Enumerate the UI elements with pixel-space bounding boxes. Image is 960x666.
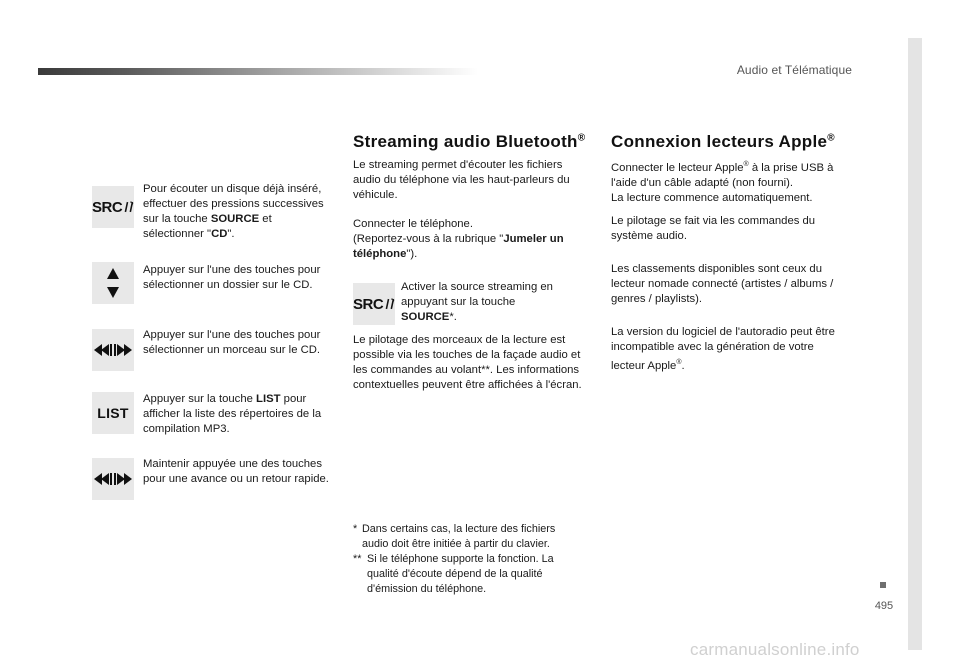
src-label: SRC (92, 198, 123, 216)
list-button-icon (92, 392, 134, 434)
footnote-2: ** Si le téléphone supporte la fonction. La qualité d'écoute dépend de la qualité d'émission du téléphone. (353, 553, 554, 595)
up-down-arrows-icon (104, 266, 122, 300)
header-gradient-bar (38, 68, 478, 75)
apple-text-1: Connecter le lecteur Apple® à la prise USB à l'aide d'un câble adapté (non fourni). La lecture commence automatiquement. (611, 161, 834, 204)
apple-text-4: La version du logiciel de l'autoradio peut être incompatible avec la génération de votre lecteur Apple®. (611, 326, 835, 372)
src-label-2: SRC (353, 295, 384, 313)
apple-text-2: Le pilotage se fait via les commandes du système audio. (611, 215, 816, 242)
phone-handset-icon (124, 199, 134, 215)
side-strip (908, 38, 922, 650)
left-text-2: Appuyer sur l'une des touches pour sélectionner un dossier sur le CD. (143, 264, 321, 291)
up-down-button-icon (92, 262, 134, 304)
fast-forward-rewind-icon (94, 471, 132, 487)
page-marker (880, 582, 886, 588)
apple-text-3: Les classements disponibles sont ceux du lecteur nomade connecté (artistes / albums / genres / playlists). (611, 263, 834, 305)
prev-next-button-icon (92, 329, 134, 371)
apple-title: Connexion lecteurs Apple® (611, 132, 835, 151)
prev-next-arrows-icon (94, 342, 132, 358)
left-text-3: Appuyer sur l'une des touches pour sélectionner un morceau sur le CD. (143, 329, 321, 356)
src-button-icon-2 (353, 283, 395, 325)
watermark: carmanualsonline.info (690, 640, 860, 659)
page-number: 495 (874, 600, 894, 612)
bluetooth-text-1: Le streaming permet d'écouter les fichiers audio du téléphone via les haut-parleurs du véhicule. (353, 159, 570, 201)
bluetooth-text-2: Connecter le téléphone. (Reportez-vous à la rubrique "Jumeler un téléphone"). (353, 218, 564, 260)
bluetooth-text-4: Le pilotage des morceaux de la lecture est possible via les touches de la façade audio et les commandes au volant**. Les informations contextuelles peuvent être affichées à l'écran. (353, 334, 582, 391)
src-button-icon (92, 186, 134, 228)
footnote-1: * Dans certains cas, la lecture des fichiers audio doit être initiée à partir du clavier. (353, 523, 556, 550)
phone-handset-icon (385, 296, 395, 312)
fast-forward-button-icon (92, 458, 134, 500)
left-text-1: Pour écouter un disque déjà inséré, effectuer des pressions successives sur la touche SOURCE et sélectionner "CD". (143, 183, 324, 240)
left-text-4: Appuyer sur la touche LIST pour afficher la liste des répertoires de la compilation MP3. (143, 393, 322, 435)
section-header: Audio et Télématique (736, 63, 852, 77)
left-text-5: Maintenir appuyée une des touches pour une avance ou un retour rapide. (143, 458, 329, 485)
bluetooth-text-3: Activer la source streaming en appuyant sur la touche SOURCE*. (401, 281, 553, 323)
list-label: LIST (97, 405, 129, 421)
bluetooth-title: Streaming audio Bluetooth® (353, 132, 586, 151)
